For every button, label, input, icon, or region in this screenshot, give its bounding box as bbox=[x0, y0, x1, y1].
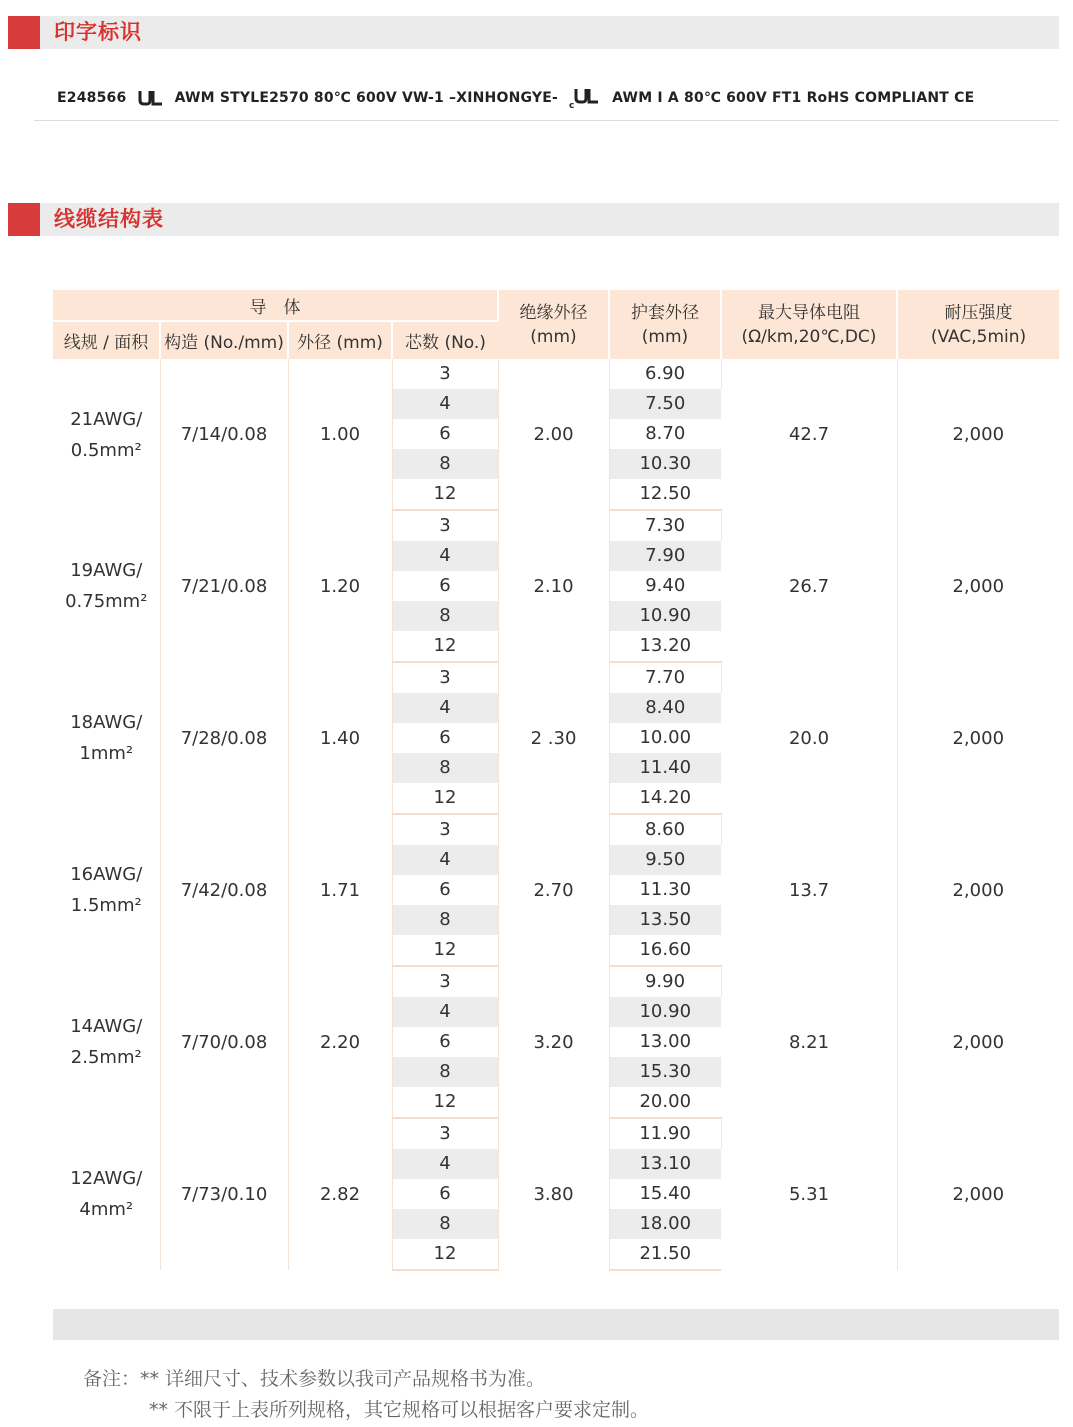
cell-jacket-od: 13.20 bbox=[609, 631, 721, 662]
cell-jacket-od: 10.90 bbox=[609, 997, 721, 1027]
cell-jacket-od: 8.40 bbox=[609, 693, 721, 723]
cell-construction: 7/73/0.10 bbox=[160, 1118, 288, 1270]
header-max-resistance: 最大导体电阻 (Ω/km,20℃,DC) bbox=[721, 290, 897, 359]
cell-max-resistance: 26.7 bbox=[721, 510, 897, 662]
section-header-marking bbox=[8, 16, 1059, 49]
cell-conductor-od: 1.40 bbox=[288, 662, 392, 814]
note-line-1: 备注：** 详细尺寸、技术参数以我司产品规格书为准。 bbox=[83, 1368, 546, 1390]
cell-cores: 6 bbox=[392, 1027, 498, 1057]
header-conductor-od: 外径 (mm) bbox=[288, 321, 392, 359]
table-row bbox=[53, 814, 1059, 845]
cell-construction: 7/70/0.08 bbox=[160, 966, 288, 1118]
marking-ul-style: AWM STYLE2570 80℃ 600V VW-1 –XINHONGYE- bbox=[174, 90, 558, 106]
table-row bbox=[53, 1118, 1059, 1149]
header-withstand-voltage: 耐压强度 (VAC,5min) bbox=[897, 290, 1059, 359]
cell-construction: 7/28/0.08 bbox=[160, 662, 288, 814]
cell-cores: 4 bbox=[392, 389, 498, 419]
cell-jacket-od: 9.40 bbox=[645, 575, 686, 596]
cell-jacket-od: 10.30 bbox=[609, 449, 721, 479]
cell-withstand-voltage: 2,000 bbox=[952, 727, 1005, 749]
cell-cores: 3 bbox=[392, 1118, 498, 1149]
cell-jacket-od: 14.20 bbox=[609, 783, 721, 814]
cell-withstand-voltage: 2,000 bbox=[952, 1183, 1005, 1205]
cell-max-resistance: 8.21 bbox=[721, 966, 897, 1118]
cell-cores: 6 bbox=[392, 723, 498, 753]
section-marker bbox=[8, 203, 40, 236]
section-header-structure bbox=[8, 203, 1059, 236]
cell-cores: 3 bbox=[392, 966, 498, 997]
cell-conductor-od: 1.00 bbox=[288, 359, 392, 510]
notes bbox=[83, 1364, 649, 1426]
cell-conductor-od: 1.20 bbox=[288, 510, 392, 662]
header-jacket-od: 护套外径 (mm) bbox=[609, 290, 721, 359]
cell-cores: 3 bbox=[392, 662, 498, 693]
cell-cores: 8 bbox=[392, 1209, 498, 1239]
cell-conductor-od: 2.82 bbox=[288, 1118, 392, 1270]
cell-cores: 3 bbox=[392, 359, 498, 389]
cell-jacket-od: 15.40 bbox=[639, 1183, 692, 1204]
header-cores: 芯数 (No.) bbox=[392, 321, 498, 359]
cell-cores: 4 bbox=[392, 997, 498, 1027]
cul-recognized-icon bbox=[569, 87, 601, 109]
header-insulation-od: 绝缘外径 (mm) bbox=[498, 290, 609, 359]
cell-conductor-od: 1.71 bbox=[288, 814, 392, 966]
cable-marking-text bbox=[57, 86, 974, 110]
cell-insulation-od: 2.70 bbox=[498, 814, 609, 966]
marking-file-number: E248566 bbox=[57, 90, 127, 106]
cell-max-resistance: 5.31 bbox=[721, 1118, 897, 1270]
cell-cores: 12 bbox=[392, 783, 498, 814]
cell-jacket-od: 11.40 bbox=[609, 753, 721, 783]
cell-construction: 7/14/0.08 bbox=[160, 359, 288, 510]
cell-gauge: 21AWG/ 0.5mm² bbox=[53, 359, 160, 510]
cell-cores: 4 bbox=[392, 541, 498, 571]
cell-insulation-od: 2 .30 bbox=[498, 662, 609, 814]
cell-cores: 12 bbox=[392, 479, 498, 510]
cell-withstand-voltage: 2,000 bbox=[952, 879, 1005, 901]
cell-cores: 3 bbox=[392, 814, 498, 845]
cell-gauge: 12AWG/ 4mm² bbox=[53, 1118, 160, 1270]
cell-construction: 7/42/0.08 bbox=[160, 814, 288, 966]
header-gauge: 线规 / 面积 bbox=[53, 321, 160, 359]
cell-jacket-od: 20.00 bbox=[609, 1087, 721, 1118]
cell-jacket-od: 7.70 bbox=[609, 662, 721, 693]
cell-insulation-od: 3.80 bbox=[498, 1118, 609, 1270]
note-line-2: ** 不限于上表所列规格，其它规格可以根据客户要求定制。 bbox=[149, 1399, 650, 1421]
cell-jacket-od: 9.50 bbox=[609, 845, 721, 875]
cell-jacket-od: 15.30 bbox=[609, 1057, 721, 1087]
cell-jacket-od: 13.00 bbox=[639, 1031, 692, 1052]
table-body bbox=[53, 359, 1059, 1270]
cell-cores: 8 bbox=[392, 449, 498, 479]
cell-jacket-od: 11.30 bbox=[639, 879, 692, 900]
cell-jacket-od: 10.90 bbox=[609, 601, 721, 631]
cell-max-resistance: 13.7 bbox=[721, 814, 897, 966]
cell-jacket-od: 16.60 bbox=[609, 935, 721, 966]
cell-insulation-od: 2.00 bbox=[498, 359, 609, 510]
cell-jacket-od: 10.00 bbox=[639, 727, 692, 748]
divider bbox=[34, 120, 1059, 121]
svg-text:c: c bbox=[569, 101, 575, 109]
cell-withstand-voltage: 2,000 bbox=[952, 1031, 1005, 1053]
cell-insulation-od: 2.10 bbox=[498, 510, 609, 662]
cell-withstand-voltage: 2,000 bbox=[952, 424, 1005, 445]
table-row bbox=[53, 359, 1059, 389]
cell-jacket-od: 7.50 bbox=[609, 389, 721, 419]
cell-cores: 4 bbox=[392, 845, 498, 875]
cell-jacket-od: 13.10 bbox=[609, 1149, 721, 1179]
cell-insulation-od: 3.20 bbox=[498, 966, 609, 1118]
cell-cores: 4 bbox=[392, 1149, 498, 1179]
cell-jacket-od: 8.60 bbox=[609, 814, 721, 845]
section-marker bbox=[8, 16, 40, 49]
cell-jacket-od: 11.90 bbox=[609, 1118, 721, 1149]
marking-cul-style: AWM I A 80℃ 600V FT1 RoHS COMPLIANT CE bbox=[612, 90, 975, 106]
cell-cores: 6 bbox=[392, 419, 498, 449]
cell-jacket-od: 8.70 bbox=[645, 423, 686, 444]
cell-max-resistance: 20.0 bbox=[721, 662, 897, 814]
cell-cores: 6 bbox=[392, 1179, 498, 1209]
cable-structure-table bbox=[53, 290, 1059, 1271]
cell-cores: 6 bbox=[392, 571, 498, 601]
table-row bbox=[53, 510, 1059, 541]
cell-jacket-od: 7.30 bbox=[609, 510, 721, 541]
footer-bar bbox=[53, 1309, 1059, 1340]
cell-gauge: 14AWG/ 2.5mm² bbox=[53, 966, 160, 1118]
section-title: 线缆结构表 bbox=[54, 207, 164, 231]
cell-jacket-od: 9.90 bbox=[609, 966, 721, 997]
cell-jacket-od: 18.00 bbox=[609, 1209, 721, 1239]
table-row bbox=[53, 662, 1059, 693]
cell-cores: 8 bbox=[392, 1057, 498, 1087]
cell-cores: 8 bbox=[392, 753, 498, 783]
ul-recognized-icon bbox=[138, 89, 164, 107]
cell-withstand-voltage: 2,000 bbox=[952, 575, 1005, 597]
cell-cores: 12 bbox=[392, 935, 498, 966]
cell-jacket-od: 7.90 bbox=[609, 541, 721, 571]
section-title: 印字标识 bbox=[54, 20, 142, 44]
cell-gauge: 18AWG/ 1mm² bbox=[53, 662, 160, 814]
cell-conductor-od: 2.20 bbox=[288, 966, 392, 1118]
header-construction: 构造 (No./mm) bbox=[160, 321, 288, 359]
cell-cores: 8 bbox=[392, 905, 498, 935]
cell-jacket-od: 21.50 bbox=[609, 1239, 721, 1270]
cell-gauge: 19AWG/ 0.75mm² bbox=[53, 510, 160, 662]
cell-jacket-od: 13.50 bbox=[609, 905, 721, 935]
cell-construction: 7/21/0.08 bbox=[160, 510, 288, 662]
cell-gauge: 16AWG/ 1.5mm² bbox=[53, 814, 160, 966]
cell-cores: 12 bbox=[392, 631, 498, 662]
cell-jacket-od: 6.90 bbox=[609, 359, 721, 389]
cell-cores: 12 bbox=[392, 1239, 498, 1270]
cell-cores: 6 bbox=[392, 875, 498, 905]
table-row bbox=[53, 966, 1059, 997]
cell-cores: 12 bbox=[392, 1087, 498, 1118]
cell-cores: 3 bbox=[392, 510, 498, 541]
cell-cores: 8 bbox=[392, 601, 498, 631]
cell-max-resistance: 42.7 bbox=[721, 359, 897, 510]
header-conductor: 导 体 bbox=[53, 290, 498, 321]
cell-cores: 4 bbox=[392, 693, 498, 723]
cell-jacket-od: 12.50 bbox=[609, 479, 721, 510]
